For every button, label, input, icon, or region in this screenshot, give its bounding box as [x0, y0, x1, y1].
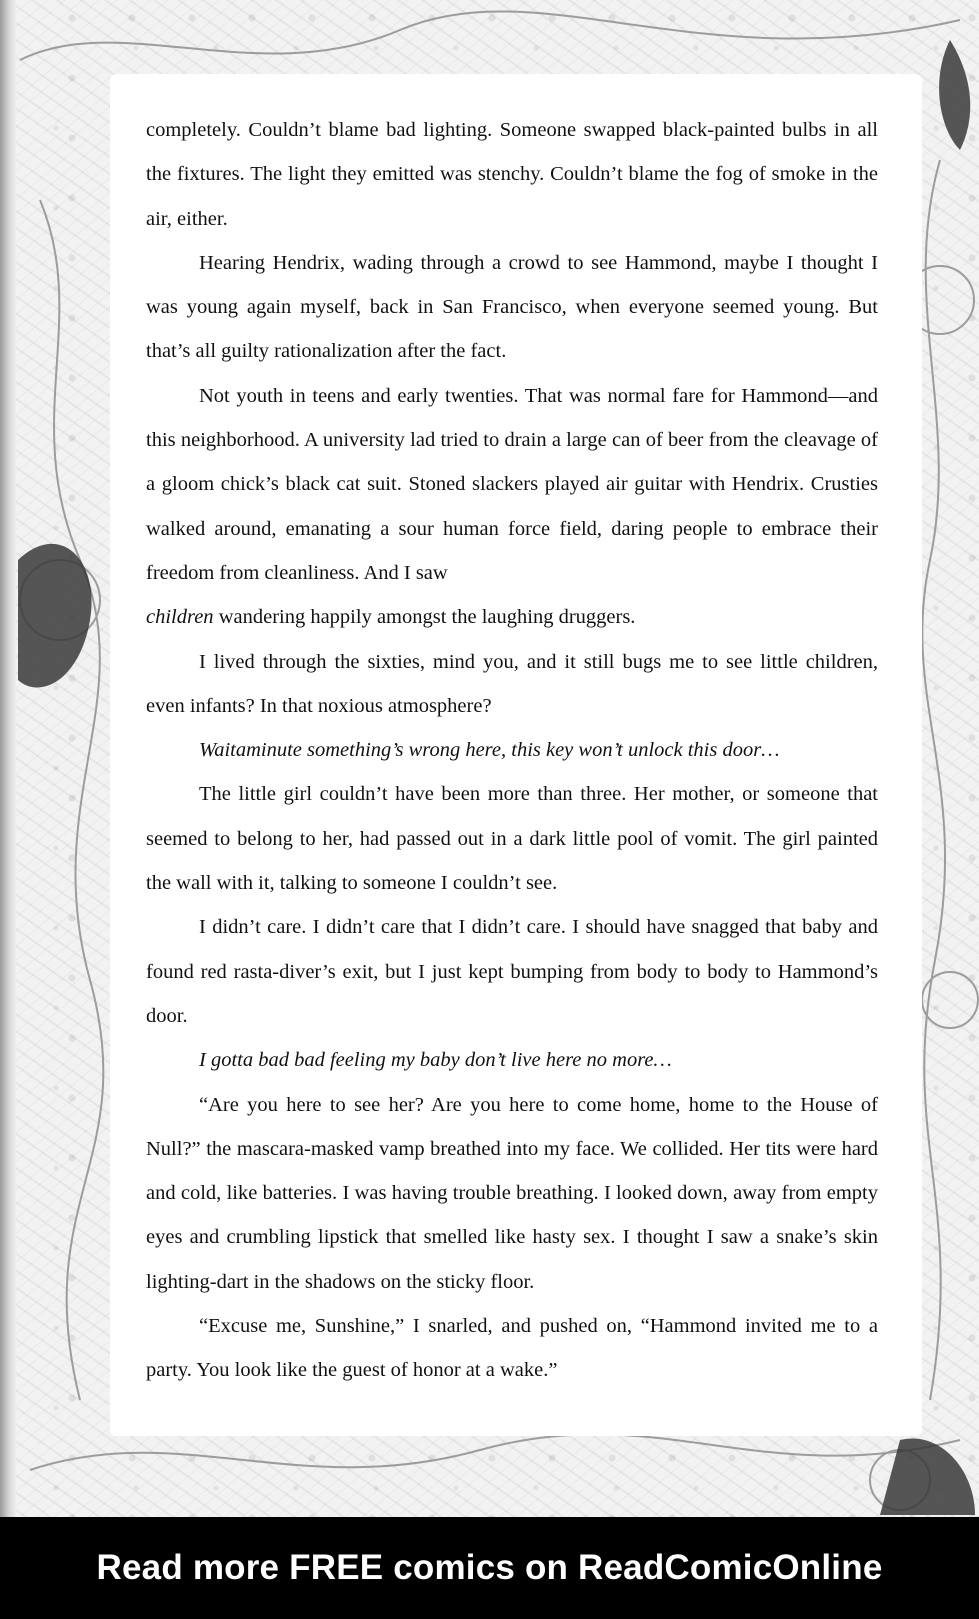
paragraph [146, 241, 878, 374]
paragraph [146, 1083, 878, 1304]
paragraph-text: Waitaminute something’s wrong here, this key won’t unlock this door… [199, 739, 780, 762]
paragraph [146, 728, 878, 772]
book-spine-shadow [0, 0, 16, 1517]
paragraph-text: I lived through the sixties, mind you, and it still bugs me to see little children, even infants? In that noxious atmosphere? [146, 650, 878, 717]
promo-banner-text: Read more FREE comics on ReadComicOnline [96, 1548, 883, 1587]
paragraph-text: Hearing Hendrix, wading through a crowd to see Hammond, maybe I thought I was young again myself, back in San Francisco, when everyone seemed young. But that’s all guilty rationalization after the fact. [146, 251, 878, 363]
paragraph [146, 595, 878, 639]
paragraph-text: wandering happily amongst the laughing druggers. [213, 606, 636, 629]
paragraph [146, 640, 878, 729]
emphasis: children [146, 606, 214, 629]
paragraph [146, 1304, 878, 1393]
paragraph [146, 374, 878, 595]
body-text [146, 108, 878, 1393]
promo-banner[interactable] [0, 1517, 979, 1619]
paragraph-text: I gotta bad bad feeling my baby don’t live here no more… [199, 1049, 672, 1072]
paragraph [146, 772, 878, 905]
paragraph [146, 1038, 878, 1082]
paragraph-text: Not youth in teens and early twenties. That was normal fare for Hammond—and this neighborhood. A university lad tried to drain a large can of beer from the cleavage of a gloom chick’s black cat suit. Stoned slackers played air guitar with Hendrix. Crusties walked around, emanating a sour human force field, daring people to embrace their freedom from cleanliness. And I saw [146, 384, 878, 584]
paragraph-text: I didn’t care. I didn’t care that I didn’t care. I should have snagged that baby and found red rasta-diver’s exit, but I just kept bumping from body to body to Hammond’s door. [146, 916, 878, 1027]
paragraph-text: The little girl couldn’t have been more than three. Her mother, or someone that seemed to belong to her, had passed out in a dark little pool of vomit. The girl painted the wall with it, talking to someone I couldn’t see. [146, 783, 878, 895]
paragraph-text: “Excuse me, Sunshine,” I snarled, and pushed on, “Hammond invited me to a party. You look like the guest of honor at a wake.” [146, 1315, 878, 1382]
paragraph-text: completely. Couldn’t blame bad lighting. Someone swapped black-painted bulbs in all the fixtures. The light they emitted was stenchy. Couldn’t blame the fog of smoke in the air, either. [146, 119, 878, 230]
paragraph [146, 108, 878, 241]
paragraph-text: “Are you here to see her? Are you here to come home, home to the House of Null?” the mascara-masked vamp breathed into my face. We collided. Her tits were hard and cold, like batteries. I was having trouble breathing. I looked down, away from empty eyes and crumbling lipstick that smelled like hasty sex. I thought I saw a snake’s skin lighting-dart in the shadows on the sticky floor. [146, 1093, 878, 1293]
paragraph [146, 905, 878, 1038]
